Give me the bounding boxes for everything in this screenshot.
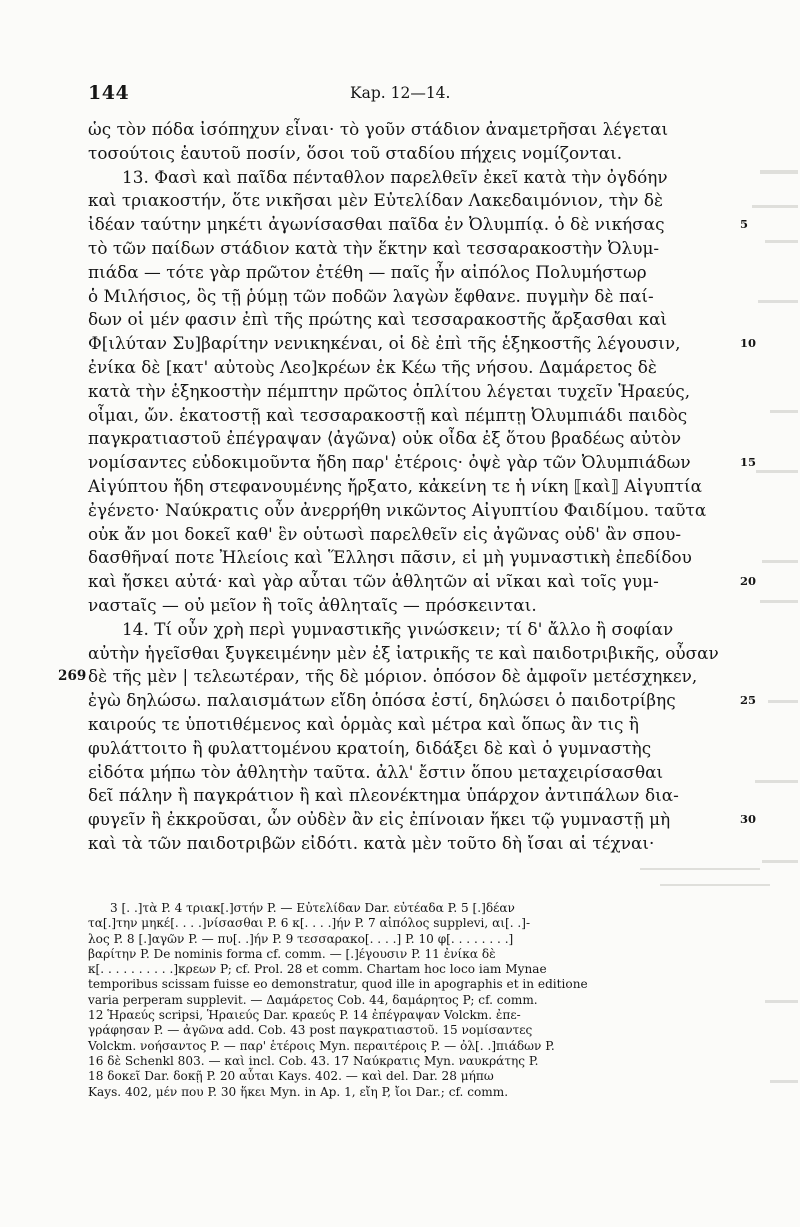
text-line bbox=[88, 451, 757, 475]
line-text: αὐτὴν ἡγεῖσθαι ξυγκειμένην μὲν ἐξ ἰατρικῆς τε καὶ παιδοτριβικῆς, οὖσαν bbox=[88, 642, 719, 663]
page-header bbox=[88, 82, 728, 112]
line-text: 14. Τί οὖν χρὴ περὶ γυμναστικῆς γινώσκειν; τί δ' ἄλλο ἢ σοφίαν bbox=[122, 618, 674, 639]
text-line bbox=[88, 618, 728, 642]
line-text: καιρούς τε ὑποτιθέμενος καὶ ὁρμὰς καὶ μέτρα καὶ ὅπως ἂν τις ἢ bbox=[88, 713, 639, 734]
line-text: ἰδέαν ταύτην μηκέτι ἀγωνίσασθαι παῖδα ἐν Ὀλυμπίᾳ. ὁ δὲ νικήσας bbox=[88, 214, 665, 235]
main-text bbox=[58, 118, 757, 856]
line-number: 10 bbox=[740, 336, 757, 351]
line-text: οὐκ ἄν μοι δοκεῖ καθ' ἓν οὑτωσὶ παρελθεῖν εἰς ἀγῶνας οὐδ' ἂν σπου- bbox=[88, 523, 682, 544]
line-text: ἐγένετο· Ναύκρατις οὖν ἀνερρήθη νικῶντος Αἰγυπτίου Φαιδίμου. ταῦτα bbox=[88, 499, 707, 520]
apparatus-line: βαρίτην P. De nominis forma cf. comm. — [.]έγουσιν P. 11 ἐνίκα δὲ bbox=[88, 946, 496, 961]
text-line bbox=[88, 713, 728, 737]
text-line bbox=[88, 332, 757, 356]
text-line bbox=[88, 142, 728, 166]
text-line bbox=[88, 784, 728, 808]
text-line bbox=[88, 380, 728, 404]
apparatus-line: γράφησαν P. — ἀγῶνα add. Cob. 43 post παγκρατιαστοῦ. 15 νομίσαντες bbox=[88, 1023, 533, 1038]
line-text: εἰδότα μήπω τὸν ἀθλητὴν ταῦτα. ἀλλ' ἔστιν ὅπου μεταχειρίσασθαι bbox=[88, 761, 664, 782]
line-text: τὸ τῶν παίδων στάδιον κατὰ τὴν ἕκτην καὶ τεσσαρακοστὴν Ὀλυμ- bbox=[88, 237, 660, 258]
text-line bbox=[88, 356, 728, 380]
text-line bbox=[88, 118, 728, 142]
line-number: 25 bbox=[740, 693, 757, 708]
line-text: ἐνίκα δὲ [κατ' αὐτοὺς Λεο]κρέων ἐκ Κέω τῆς νήσου. Δαμάρετος δὲ bbox=[88, 356, 657, 377]
text-line bbox=[88, 285, 728, 309]
text-line bbox=[88, 166, 728, 190]
line-text: δεῖ πάλην ἢ παγκράτιον ἢ καὶ πλεονέκτημα ὑπάρχον ἀντιπάλων δια- bbox=[88, 785, 679, 806]
text-line bbox=[88, 594, 728, 618]
line-text: 13. Φασὶ καὶ παῖδα πένταθλον παρελθεῖν ἐκεῖ κατὰ τὴν ὀγδόην bbox=[122, 166, 668, 187]
text-line bbox=[88, 237, 728, 261]
line-text: ναστaῖς — οὐ μεῖον ἢ τοῖς ἀθληταῖς — πρόσκεινται. bbox=[88, 594, 537, 615]
margin-page-reference: 269 bbox=[58, 668, 87, 685]
line-number: 30 bbox=[740, 812, 757, 827]
line-text: Φ[ιλύταν Συ]βαρίτην νενικηκέναι, οἱ δὲ ἐπὶ τῆς ἑξηκοστῆς λέγουσιν, bbox=[88, 333, 681, 354]
text-line bbox=[88, 808, 757, 832]
text-line bbox=[88, 689, 757, 713]
line-text: οἶμαι, ὤν. ἑκατοστῇ καὶ τεσσαρακοστῇ καὶ πέμπτῃ Ὀλυμπιάδι παιδὸς bbox=[88, 404, 688, 425]
line-number: 15 bbox=[740, 455, 757, 470]
text-line bbox=[88, 261, 728, 285]
apparatus-line: τα[.]την μηκέ[. . . .]νίσασθαι P. 6 κ[. . . .]ήν P. 7 αἰπόλος supplevi, αι[. .]- bbox=[88, 916, 531, 931]
text-line bbox=[88, 475, 728, 499]
apparatus-line: 16 δὲ Schenkl 803. — καὶ incl. Cob. 43. 17 Ναύκρατις Myn. ναυκράτης P. bbox=[88, 1053, 539, 1068]
text-line bbox=[88, 832, 728, 856]
apparatus-line: Volckm. νοήσαντος P. — παρ' ἑτέροις Myn. περαιτέροις P. — ὀλ[. .]πιάδων P. bbox=[88, 1038, 555, 1053]
apparatus-line: 18 δοκεῖ Dar. δοκῇ P. 20 αὗται Kays. 402. — καὶ del. Dar. 28 μήπω bbox=[88, 1069, 494, 1084]
line-number: 20 bbox=[740, 574, 757, 589]
line-text: καὶ ἤσκει αὐτά· καὶ γὰρ αὗται τῶν ἀθλητῶν αἱ νῖκαι καὶ τοῖς γυμ- bbox=[88, 571, 659, 592]
text-line bbox=[88, 642, 728, 666]
text-line bbox=[88, 499, 728, 523]
line-text: καὶ τριακοστήν, ὅτε νικῆσαι μὲν Εὐτελίδαν Λακεδαιμόνιον, τὴν δὲ bbox=[88, 190, 664, 211]
text-line bbox=[88, 546, 728, 570]
text-line bbox=[88, 189, 728, 213]
text-line bbox=[88, 761, 728, 785]
apparatus-line: varia perperam supplevit. — Δαμάρετος Cob. 44, δαμάρητος P; cf. comm. bbox=[88, 992, 538, 1007]
line-text: δασθῆναί ποτε Ἠλείοις καὶ Ἕλλησι πᾶσιν, εἰ μὴ γυμναστικὴ ἐπεδίδου bbox=[88, 547, 692, 568]
page-number: 144 bbox=[88, 82, 130, 104]
apparatus-line: temporibus scissam fuisse eo demonstratur, quod ille in apographis et in editione bbox=[88, 977, 588, 992]
line-text: πιάδα — τότε γὰρ πρῶτον ἐτέθη — παῖς ἦν αἰπόλος Πολυμήστωρ bbox=[88, 261, 647, 282]
line-text: δων οἱ μέν φασιν ἐπὶ τῆς πρώτης καὶ τεσσαρακοστῆς ἄρξασθαι καὶ bbox=[88, 309, 668, 330]
line-text: τοσούτοις ἑαυτοῦ ποσίν, ὅσοι τοῦ σταδίου πήχεις νομίζονται. bbox=[88, 142, 623, 163]
line-text: φυλάττοιτο ἢ φυλαττομένου κρατοίη, διδάξει δὲ καὶ ὁ γυμναστὴς bbox=[88, 737, 652, 758]
line-text: παγκρατιαστοῦ ἐπέγραψαν ⟨ἀγῶνα⟩ οὐκ οἶδα ἐξ ὅτου βραδέως αὐτὸν bbox=[88, 428, 682, 449]
apparatus-line: 12 Ἡραεύς scripsi, Ἡραιεύς Dar. κραεύς P. 14 ἐπέγραψαν Volckm. ἐπε- bbox=[88, 1008, 521, 1023]
text-line bbox=[88, 523, 728, 547]
line-text: καὶ τὰ τῶν παιδοτριβῶν εἰδότι. κατὰ μὲν τοῦτο δὴ ἴσαι αἱ τέχναι· bbox=[88, 832, 655, 853]
apparatus-line: λος P. 8 [.]αγῶν P. — πυ[. .]ήν P. 9 τεσσαρακο[. . . .] P. 10 φ[. . . . . . . .] bbox=[88, 931, 514, 946]
text-line bbox=[88, 427, 728, 451]
line-text: δὲ τῆς μὲν | τελεωτέραν, τῆς δὲ μόριον. ὁπόσον δὲ ἀμφοῖν μετέσχηκεν, bbox=[88, 666, 698, 687]
line-text: φυγεῖν ἢ ἐκκροῦσαι, ὧν οὐδὲν ἂν εἰς ἐπίνοιαν ἥκει τῷ γυμναστῇ μὴ bbox=[88, 809, 671, 830]
line-number: 5 bbox=[740, 217, 749, 232]
line-text: κατὰ τὴν ἑξηκοστὴν πέμπτην πρῶτος ὁπλίτου λέγεται τυχεῖν Ἡραεύς, bbox=[88, 380, 691, 401]
critical-apparatus bbox=[88, 901, 728, 1100]
running-head: Kap. 12—14. bbox=[350, 84, 451, 102]
text-line bbox=[88, 737, 728, 761]
apparatus-line: 3 [. .]τὰ P. 4 τριακ[.]στήν P. — Εὐτελίδαν Dar. εὐτέαδα P. 5 [.]δέαν bbox=[110, 901, 515, 915]
text-line bbox=[58, 665, 728, 689]
line-text: νομίσαντες εὐδοκιμοῦντα ἤδη παρ' ἑτέροις· ὀψὲ γὰρ τῶν Ὀλυμπιάδων bbox=[88, 452, 691, 473]
apparatus-line: κ[. . . . . . . . . .]κρεων P; cf. Prol. 28 et comm. Chartam hoc loco iam Mynae bbox=[88, 962, 547, 977]
text-line bbox=[88, 570, 757, 594]
apparatus-line: Kays. 402, μέν που P. 30 ἥκει Myn. in Ap. 1, εἴη P, ἴοι Dar.; cf. comm. bbox=[88, 1084, 509, 1099]
text-line bbox=[88, 213, 749, 237]
text-line bbox=[88, 308, 728, 332]
line-text: Αἰγύπτου ἤδη στεφανουμένης ἤρξατο, κἀκείνη τε ἡ νίκη ⟦καὶ⟧ Αἰγυπτία bbox=[88, 475, 702, 496]
line-text: ὡς τὸν πόδα ἰσόπηχυν εἶναι· τὸ γοῦν στάδιον ἀναμετρῆσαι λέγεται bbox=[88, 119, 669, 139]
line-text: ἐγὼ δηλώσω. παλαισμάτων εἴδη ὁπόσα ἐστί, δηλώσει ὁ παιδοτρίβης bbox=[88, 690, 676, 711]
text-line bbox=[88, 404, 728, 428]
line-text: ὁ Μιλήσιος, ὃς τῇ ῥύμῃ τῶν ποδῶν λαγὼν ἔφθανε. πυγμὴν δὲ παί- bbox=[88, 285, 654, 306]
